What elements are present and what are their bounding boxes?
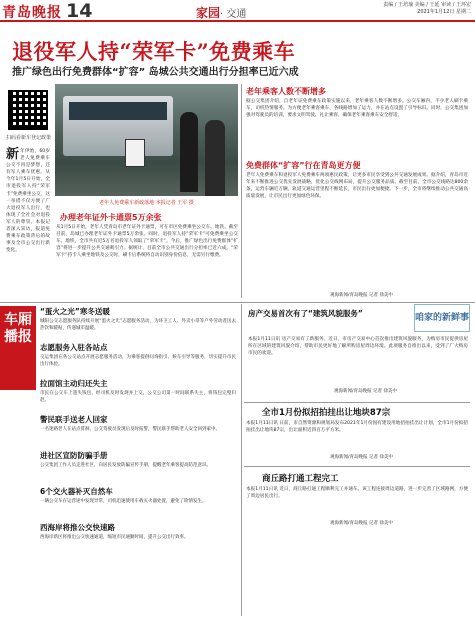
section-name: 家园 (196, 6, 221, 20)
section-label (196, 4, 246, 21)
brief-title: 志愿服务入驻各站点 (40, 343, 108, 352)
right-top-subhead: 老年乘客人数不断增多 (246, 87, 326, 96)
editor-credits (383, 2, 471, 16)
qr-caption: 扫码看新车登记政策 (6, 135, 52, 141)
brief-title: 西海岸将推公交快速路 (40, 523, 115, 532)
feature-subhead: 房产交易首次有了“建筑风貌服务” (248, 309, 363, 318)
right-mid-body: 老年人免费乘车和退役军人免费乘车两项惠民政策，让更多市民享受到公共交通发展成果。据介绍，青岛市近年来不断推进公交优先发展战略，优化公交线网布局，提升公交服务品质。截至目前，全市公交线路达800余条，运营车辆近万辆，轨道交通运营里程不断延长，市民出行更加便捷。下一步，全市将继续推动公共交通高质量发展，让市民出行更加绿色环保。 (246, 173, 468, 200)
headline: 退役军人持“荣军卡”免费乘车 (12, 39, 296, 64)
masthead-logo: 青岛晚报 (2, 5, 62, 21)
editor-line-1: 责编 / 王培瑜 美编 / 王延 审读 / 王环宏 (383, 2, 471, 8)
feature-body: 本报1月11日讯 房产交易有了新服务。近日，市房产交易中心首次推出建筑风貌服务，为购房市民提供房屋所在区域的建筑风貌介绍，帮助市民更好地了解所购房屋周边环境。此项服务自推出以来，受到了广大购房市民的欢迎。 (248, 337, 468, 357)
brief-text: 市民在公交车上遗失钱包，经司机及时发现并上交，公交公司第一时间联系失主，将钱包完璧归赵。 (40, 391, 236, 403)
story1-body: 从1月5日开始，老年人凭青岛市老年证外卡通票，可在市区免费乘坐公交车、地铁。截至目前，岛城已办理老年证外卡通票5万余张。同时，退役军人持“荣军卡”可免费乘坐公交车、地铁，全市共有近5万名退役军人领取了“荣军卡”。今后，推广绿色出行免费群体“扩容”将进一步提升公共交通吸引力。据统计，目前全市公共交通出行分担率已近六成。“荣军卡”持卡人乘坐地铁及公交时，刷卡后系统将自动识别身份信息，无需另行缴费。 (56, 225, 238, 259)
bus-window (69, 102, 167, 120)
brief-item (40, 342, 236, 369)
subheadline: 推广绿色出行免费群体“扩容” 岛城公共交通出行分担率已近六成 (12, 67, 299, 78)
side-label: 车厢播报 (4, 312, 32, 345)
section-divider (244, 466, 470, 467)
drop-cap: 新 (6, 147, 20, 162)
road-credit: 观海新闻/青岛晚报 记者 徐美中 (330, 521, 393, 526)
brief-text: 一辆公交车在运营途中发现异常，司机迅速使用车载灭火器处置，避免了险情发生。 (40, 499, 207, 504)
right-top-body: 据公交集团介绍，自老年证免费乘车政策实施以来，老年乘客人数不断增多。公交车厢内，不少老人刷卡乘车，司机热情服务。为方便老年乘客乘车，各线路增加了运力，并在站点设置了引导标识。同时，公交集团加强对驾驶员的培训，要求文明驾驶、礼让乘客，确保老年乘客乘车安全舒适。 (246, 99, 468, 119)
brief-item (40, 522, 236, 542)
brief-title: 拉面馆主动归还失主 (40, 379, 108, 388)
brief-title: 警民联手送老人回家 (40, 415, 108, 424)
qr-code[interactable] (8, 90, 48, 130)
road-subhead: 商丘路打通工程完工 (262, 474, 339, 484)
brief-text: 城阳公交志愿服务队持续开展“蛋火之光”志愿服务活动，为环卫工人、外卖小哥等户外劳动者送去热饮和暖贴，传递城市温暖。 (40, 319, 236, 331)
feature-credit: 观海新闻/青岛晚报 记者 徐美中 (334, 389, 397, 394)
editor-line-2: 2021年1月12日 星期二 (417, 9, 471, 15)
masthead-bar (0, 0, 475, 22)
brief-title: 进社区宣防防骗手册 (40, 451, 108, 460)
brief-item (40, 414, 236, 434)
brief-text: 一名迷路老人在站点徘徊，公交驾驶员发现后及时报警，警民联手帮助老人安全回到家中。 (40, 427, 220, 432)
section-divider (244, 402, 470, 403)
side-label-box (0, 306, 36, 390)
page-number: 14 (66, 0, 93, 22)
brief-item (40, 486, 236, 506)
brief-text: 交运集团在各公交站点开展志愿服务活动，为乘客提供问询指引、候车引导等服务，切实提升市民出行体验。 (40, 355, 236, 367)
section-divider (0, 302, 475, 303)
brief-title: “蛋火之光”寒冬送暖 (40, 307, 110, 316)
column-divider (241, 84, 242, 298)
column-divider (241, 304, 242, 616)
section-sub: · 交通 (220, 9, 247, 20)
feature-logo: 咱家的新鲜事 (414, 304, 470, 332)
land-subhead: 全市1月份拟招拍挂出让地块87宗 (262, 408, 391, 418)
land-credit: 观海新闻/青岛晚报 记者 徐美中 (330, 455, 393, 460)
passenger-figure (180, 112, 198, 192)
brief-item (40, 450, 236, 470)
story1-subhead: 办理老年证外卡通票5万余张 (60, 213, 162, 222)
brief-item (40, 306, 236, 333)
card-reader-icon (125, 139, 145, 167)
news-photo (55, 84, 238, 196)
brief-text: 公交集团工作人员走进社区，向居民发放防骗宣传手册，提醒老年乘客提高防范意识。 (40, 463, 211, 468)
right-credit: 观海新闻/青岛晚报 记者 徐美中 (330, 293, 393, 298)
right-mid-subhead: 免费群体“扩容”行在青岛更方便 (246, 161, 361, 170)
brief-text: 西海岸新区将推出公交快速通道，缩短市民通勤时间，提升公交出行效率。 (40, 535, 189, 540)
brief-item (40, 378, 236, 405)
land-body: 本报1月11日讯 日前，市自然资源和规划局发布2021年1月份国有建设用地招拍挂出让计划，全市1月份拟招拍挂出让地块87宗，出让面积近四百万平方米。 (246, 421, 468, 434)
brief-title: 6个交火器补灭自然车 (40, 487, 113, 496)
photo-caption: 老年人免费乘车新政落地 本报记者 王军 摄 (99, 200, 194, 206)
road-body: 本报1月11日讯 近日，商丘路打通工程顺利完工并通车。该工程连接周边道路，进一步完善了区域路网，方便了周边居民出行。 (246, 487, 468, 500)
lead-text: 年伊始，60岁老人免费乘车公交不再是梦想，还有军人乘车优惠。从今年1月5日开始，全市退役军人持“荣军卡”免费乘坐公交，这一举措不仅方便了广大退役军人出行，也体现了全社会对退役军人的尊崇。本报记者深入采访，报道免费乘车政策背后的故事及全市公交出行新变化。 (6, 149, 50, 254)
passenger-figure (205, 120, 225, 196)
lead-column (6, 148, 50, 254)
